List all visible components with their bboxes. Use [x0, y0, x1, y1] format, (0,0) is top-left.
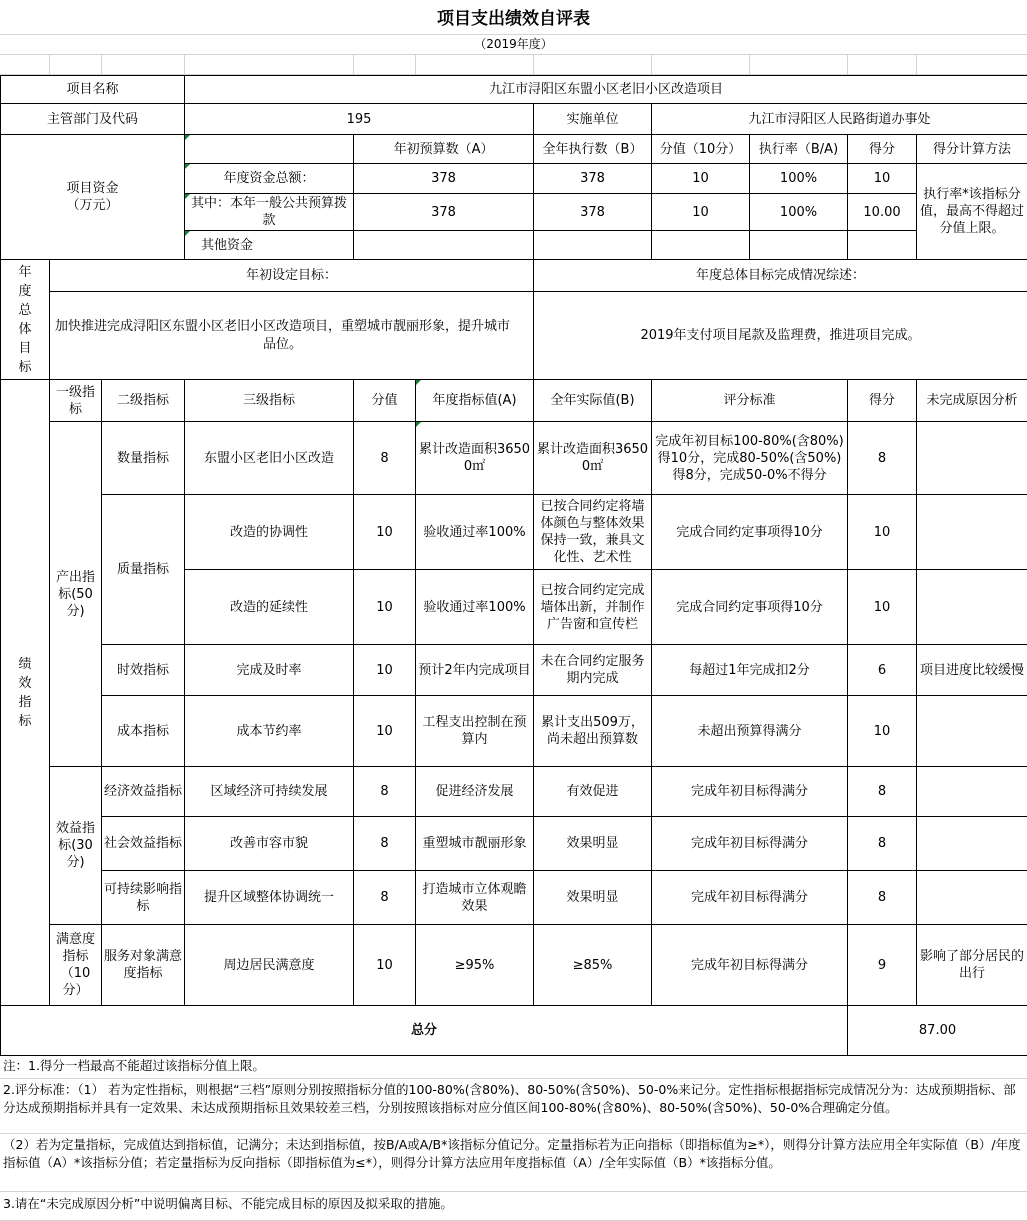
l3-cell: 改造的延续性 — [185, 570, 354, 645]
funds-header-rate: 执行率（B/A) — [750, 135, 848, 164]
score-cell: 10 — [848, 495, 917, 570]
annual-goal-side-text: 年度总体目标 — [18, 264, 32, 375]
note-2: 2.评分标准：（1） 若为定性指标，则根据“三档”原则分别按照指标分值的100-80%(含80%)、80-50%(含50%)、50-0%来记分。定性指标根据指标完成情况分为：达成预期指标、部分达成预期指标并具有一定效果、未达成预期指标且效果较差三档，分别按照该指标对应分值区间100-80%(含80%)、80-50%(含50%)、50-0%合理确定分值。 — [3, 1082, 1016, 1115]
standard-cell: 完成年初目标得满分 — [652, 767, 848, 817]
l2-quantity: 数量指标 — [102, 422, 185, 495]
actual-cell: 累计改造面积36500㎡ — [534, 422, 652, 495]
target-cell: 预计2年内完成项目 — [416, 645, 534, 696]
score-value-cell: 8 — [354, 422, 416, 495]
score-cell: 9 — [848, 925, 917, 1006]
standard-cell: 未超出预算得满分 — [652, 696, 848, 767]
funds-row-rate: 100% — [750, 164, 848, 194]
funds-method: 执行率*该指标分值，最高不得超过分值上限。 — [917, 164, 1027, 260]
l2-quality: 质量指标 — [102, 495, 185, 645]
funds-row-score — [848, 231, 917, 260]
l1-output: 产出指标(50分) — [50, 422, 102, 767]
l1-satisfaction: 满意度指标（10分） — [50, 925, 102, 1006]
actual-cell: 已按合同约定完成墙体出新，并制作广告窗和宣传栏 — [534, 570, 652, 645]
ind-header-score: 得分 — [848, 380, 917, 422]
score-cell: 10 — [848, 570, 917, 645]
impl-unit-label: 实施单位 — [534, 104, 652, 135]
score-cell: 10 — [848, 696, 917, 767]
l3-cell: 提升区域整体协调统一 — [185, 871, 354, 925]
score-value-cell: 10 — [354, 570, 416, 645]
goal-summary-text: 2019年支付项目尾款及监理费，推进项目完成。 — [534, 292, 1027, 380]
ind-header-l3: 三级指标 — [185, 380, 354, 422]
reason-cell — [917, 495, 1027, 570]
l3-cell: 成本节约率 — [185, 696, 354, 767]
funds-row-score: 10.00 — [848, 194, 917, 231]
ind-header-standard: 评分标准 — [652, 380, 848, 422]
dept-label: 主管部门及代码 — [1, 104, 185, 135]
funds-row-b: 378 — [534, 194, 652, 231]
funds-row-a: 378 — [354, 164, 534, 194]
score-cell: 8 — [848, 767, 917, 817]
target-cell: 促进经济发展 — [416, 767, 534, 817]
reason-cell — [917, 570, 1027, 645]
score-cell: 8 — [848, 422, 917, 495]
l3-cell: 完成及时率 — [185, 645, 354, 696]
total-value: 87.00 — [848, 1006, 1027, 1056]
evaluation-table — [0, 75, 1027, 1056]
score-value-cell: 10 — [354, 495, 416, 570]
funds-header-blank — [185, 135, 354, 164]
report-year: （2019年度） — [474, 37, 553, 51]
dept-code: 195 — [185, 104, 534, 135]
standard-cell: 每超过1年完成扣2分 — [652, 645, 848, 696]
target-cell: 重塑城市靓丽形象 — [416, 817, 534, 871]
ind-header-l2: 二级指标 — [102, 380, 185, 422]
l3-cell: 周边居民满意度 — [185, 925, 354, 1006]
indicators-side-text: 绩效指标 — [18, 656, 32, 729]
annual-goal-side-label — [1, 260, 50, 380]
reason-cell: 影响了部分居民的出行 — [917, 925, 1027, 1006]
funds-row-a — [354, 231, 534, 260]
standard-cell: 完成合同约定事项得10分 — [652, 495, 848, 570]
reason-cell — [917, 696, 1027, 767]
actual-cell: 已按合同约定将墙体颜色与整体效果保持一致，兼具文化性、艺术性 — [534, 495, 652, 570]
l3-cell: 改善市容市貌 — [185, 817, 354, 871]
l2-social: 社会效益指标 — [102, 817, 185, 871]
standard-cell: 完成合同约定事项得10分 — [652, 570, 848, 645]
funds-label — [1, 135, 185, 260]
score-value-cell: 8 — [354, 817, 416, 871]
note-1: 注：1.得分一档最高不能超过该指标分值上限。 — [3, 1058, 265, 1073]
l2-economic: 经济效益指标 — [102, 767, 185, 817]
funds-row-a: 378 — [354, 194, 534, 231]
standard-cell: 完成年初目标得满分 — [652, 925, 848, 1006]
standard-cell: 完成年初目标得满分 — [652, 817, 848, 871]
reason-cell — [917, 817, 1027, 871]
score-cell: 6 — [848, 645, 917, 696]
actual-cell: 未在合同约定服务期内完成 — [534, 645, 652, 696]
ind-header-actual: 全年实际值(B) — [534, 380, 652, 422]
target-cell: 验收通过率100% — [416, 570, 534, 645]
actual-cell: 效果明显 — [534, 871, 652, 925]
ind-header-target: 年度指标值(A) — [416, 380, 534, 422]
project-name-value: 九江市浔阳区东盟小区老旧小区改造项目 — [185, 76, 1027, 104]
score-cell: 8 — [848, 871, 917, 925]
funds-header-score: 得分 — [848, 135, 917, 164]
standard-cell: 完成年初目标100-80%(含80%)得10分，完成80-50%(含50%)得8分，完成50-0%不得分 — [652, 422, 848, 495]
project-name-label: 项目名称 — [1, 76, 185, 104]
funds-row-label: 年度资金总额： — [185, 164, 354, 194]
score-value-cell: 10 — [354, 645, 416, 696]
standard-cell: 完成年初目标得满分 — [652, 871, 848, 925]
funds-row-score-value: 10 — [652, 164, 750, 194]
note-4: 3.请在“未完成原因分析”中说明偏离目标、不能完成目标的原因及拟采取的措施。 — [3, 1196, 453, 1211]
funds-label-text: 项目资金 （万元） — [66, 181, 119, 213]
reason-cell — [917, 871, 1027, 925]
score-value-cell: 8 — [354, 871, 416, 925]
ind-header-l1: 一级指标 — [50, 380, 102, 422]
funds-header-a: 年初预算数（A） — [354, 135, 534, 164]
funds-header-method: 得分计算方法 — [917, 135, 1027, 164]
l2-cost: 成本指标 — [102, 696, 185, 767]
funds-row-b — [534, 231, 652, 260]
page-title: 项目支出绩效自评表 — [437, 9, 590, 29]
actual-cell: ≥85% — [534, 925, 652, 1006]
funds-row-rate: 100% — [750, 194, 848, 231]
indicators-side-label — [1, 380, 50, 1006]
funds-row-score-value — [652, 231, 750, 260]
notes-section — [0, 1054, 1027, 1217]
initial-goal-text: 加快推进完成浔阳区东盟小区老旧小区改造项目，重塑城市靓丽形象，提升城市品位。 — [50, 292, 534, 380]
funds-row-rate — [750, 231, 848, 260]
reason-cell — [917, 767, 1027, 817]
funds-header-score-value: 分值（10分） — [652, 135, 750, 164]
funds-row-label: 其中：本年一般公共预算拨款 — [185, 194, 354, 231]
l1-benefit: 效益指标(30分) — [50, 767, 102, 925]
actual-cell: 累计支出509万，尚未超出预算数 — [534, 696, 652, 767]
target-cell: 累计改造面积36500㎡ — [416, 422, 534, 495]
l3-cell: 改造的协调性 — [185, 495, 354, 570]
l2-timeliness: 时效指标 — [102, 645, 185, 696]
funds-row-b: 378 — [534, 164, 652, 194]
note-3: （2）若为定量指标，完成值达到指标值，记满分；未达到指标值，按B/A或A/B*该指标分值记分。定量指标若为正向指标（即指标值为≥*），则得分计算方法应用全年实际值（B）/年度指标值（A）*该指标分值；若定量指标为反向指标（即指标值为≤*），则得分计算方法应用年度指标值（A）/全年实际值（B）*该指标分值。 — [3, 1137, 1021, 1170]
score-value-cell: 10 — [354, 925, 416, 1006]
impl-unit-value: 九江市浔阳区人民路街道办事处 — [652, 104, 1027, 135]
ind-header-score-value: 分值 — [354, 380, 416, 422]
l3-cell: 区域经济可持续发展 — [185, 767, 354, 817]
score-cell: 8 — [848, 817, 917, 871]
reason-cell — [917, 422, 1027, 495]
ind-header-reason: 未完成原因分析 — [917, 380, 1027, 422]
l3-cell: 东盟小区老旧小区改造 — [185, 422, 354, 495]
initial-goal-label: 年初设定目标： — [50, 260, 534, 292]
total-label: 总分 — [1, 1006, 848, 1056]
target-cell: 验收通过率100% — [416, 495, 534, 570]
score-value-cell: 8 — [354, 767, 416, 817]
funds-row-score-value: 10 — [652, 194, 750, 231]
target-cell: 打造城市立体观瞻效果 — [416, 871, 534, 925]
target-cell: ≥95% — [416, 925, 534, 1006]
l2-service: 服务对象满意度指标 — [102, 925, 185, 1006]
reason-cell: 项目进度比较缓慢 — [917, 645, 1027, 696]
funds-row-label: 其他资金 — [185, 231, 354, 260]
funds-row-score: 10 — [848, 164, 917, 194]
l2-sustainable: 可持续影响指标 — [102, 871, 185, 925]
target-cell: 工程支出控制在预算内 — [416, 696, 534, 767]
funds-header-b: 全年执行数（B） — [534, 135, 652, 164]
actual-cell: 效果明显 — [534, 817, 652, 871]
goal-summary-label: 年度总体目标完成情况综述： — [534, 260, 1027, 292]
score-value-cell: 10 — [354, 696, 416, 767]
actual-cell: 有效促进 — [534, 767, 652, 817]
